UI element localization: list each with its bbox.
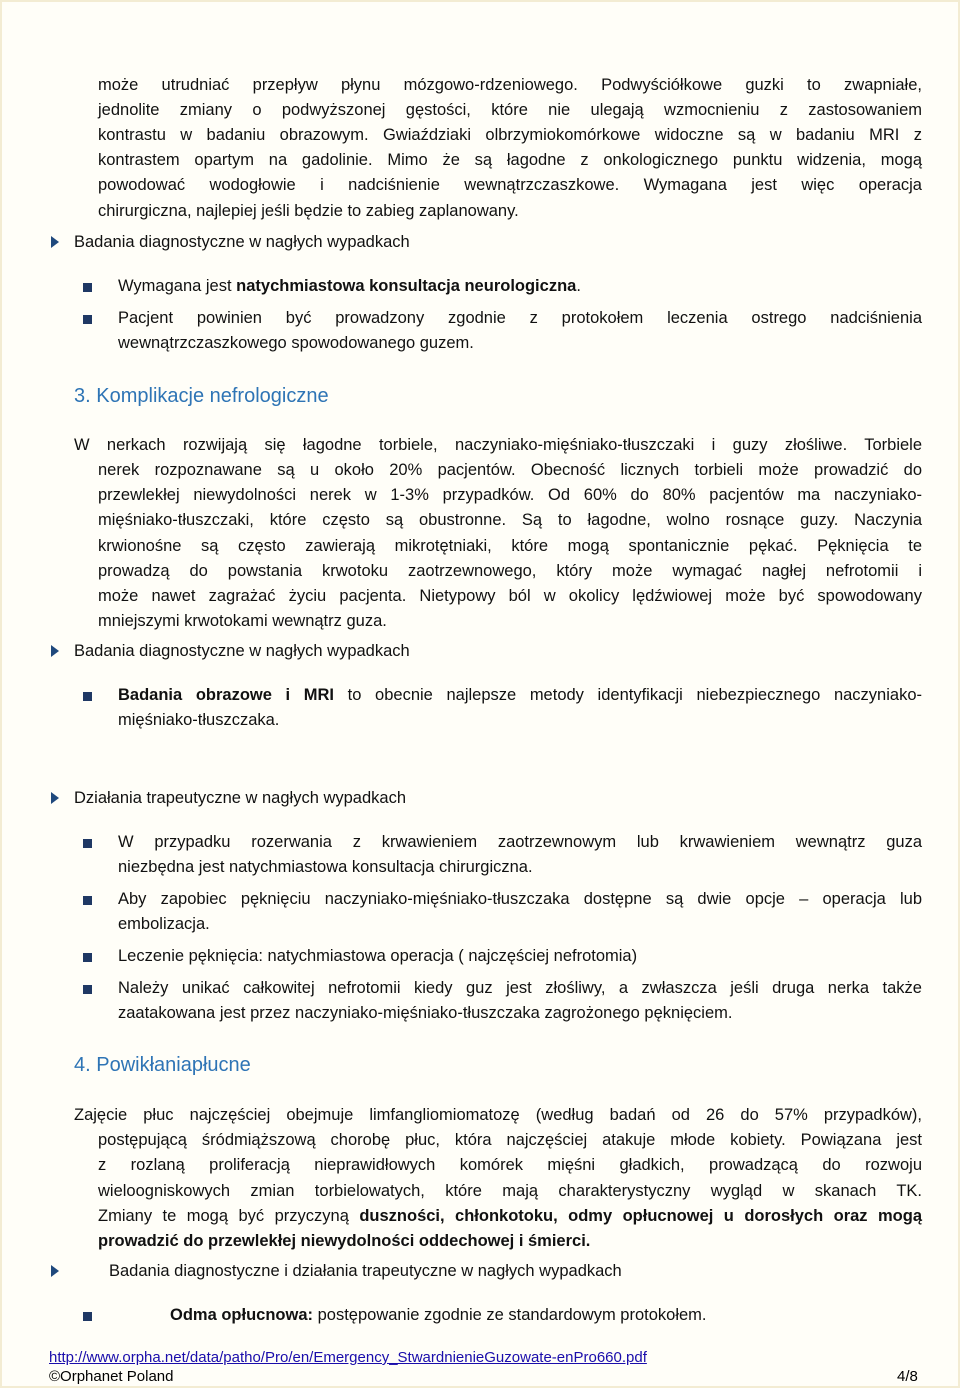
section-4-title (74, 1052, 251, 1078)
s4-line-1: Zajęcie płuc najczęściej obejmuje limfangliomiomatozę (według badań od 26 do 57% przypadków), (74, 1106, 922, 1124)
intro-line-1: może utrudniać przepływ płynu mózgowo-rdzeniowego. Podwyściółkowe guzki to zwapniałe, (98, 76, 922, 94)
square-bullet-icon (83, 315, 92, 324)
therapy-bullet-1-line-2: niezbędna jest natychmiastowa konsultacja chirurgiczna. (118, 858, 533, 876)
intro-line-5: powodować wodogłowie i nadciśnienie wewnątrzczaszkowe. Wymagana jest więc operacja (98, 176, 922, 194)
source-link[interactable]: http://www.orpha.net/data/patho/Pro/en/Emergency_StwardnienieGuzowate-enPro660.pdf (49, 1349, 647, 1366)
triangle-bullet-icon (51, 236, 59, 248)
section-title-text: Powikłaniapłucne (96, 1054, 251, 1076)
therapy-bullet-2-line-2: embolizacja. (118, 915, 210, 933)
bullet-protocol-line-2: wewnątrzczaszkowego spowodowanego guzem. (118, 334, 474, 352)
section-heading-diag-therapy: Badania diagnostyczne i działania trapeutyczne w nagłych wypadkach (109, 1262, 622, 1280)
square-bullet-icon (83, 1312, 92, 1321)
s3-line-3: przewlekłej niewydolności nerek w 1-3% przypadków. Od 60% do 80% pacjentów ma naczyniako- (98, 486, 922, 504)
bullet-protocol-line-1: Pacjent powinien być prowadzony zgodnie z protokołem leczenia ostrego nadciśnienia (118, 309, 922, 327)
therapy-bullet-4-line-2: zaatakowana jest przez naczyniako-mięśniako-tłuszczaka zagrożonego pęknięciem. (118, 1004, 733, 1022)
s3-line-8: mniejszymi krwotokami wewnątrz guza. (98, 612, 387, 630)
s3-line-6: prowadzą do powstania krwotoku zaotrzewnowego, który może wymagać nagłej nefrotomii i (98, 562, 922, 580)
s4-line-3: z rozlaną proliferacją nieprawidłowych komórek mięśni gładkich, prowadzącą do rozwoju (98, 1156, 922, 1174)
bullet-imaging-line-1: Badania obrazowe i MRI to obecnie najlepsze metody identyfikacji niebezpiecznego naczyniako- (118, 686, 922, 704)
intro-line-4: kontrastem opartym na gadolinie. Mimo że są łagodne z onkologicznego punktu widzenia, mogą (98, 151, 922, 169)
s3-line-5: krwionośne są często zawierają mikrotętniaki, które mogą spontanicznie pękać. Pęknięcia te (98, 537, 922, 555)
intro-line-3: kontrastu w badaniu obrazowym. Gwiaździaki olbrzymiokomórkowe widoczne są w badaniu MRI z (98, 126, 922, 144)
square-bullet-icon (83, 896, 92, 905)
therapy-bullet-4-line-1: Należy unikać całkowitej nefrotomii kiedy guz jest złośliwy, a zwłaszcza jeśli druga nerka także (118, 979, 922, 997)
section-heading-therapy: Działania trapeutyczne w nagłych wypadkach (74, 789, 407, 807)
s4-line-6: prowadzić do przewlekłej niewydolności oddechowej i śmierci. (98, 1232, 591, 1250)
s3-line-2: nerek rozpoznawane są u około 20% pacjentów. Obecność licznych torbieli może prowadzić do (98, 461, 922, 479)
section-number: 4. (74, 1054, 91, 1076)
square-bullet-icon (83, 839, 92, 848)
section-number: 3. (74, 385, 91, 407)
section-title-text: Komplikacje nefrologiczne (96, 385, 329, 407)
triangle-bullet-icon (51, 645, 59, 657)
page-number: 4/8 (897, 1368, 918, 1385)
s3-line-1: W nerkach rozwijają się łagodne torbiele, naczyniako-mięśniako-tłuszczaki i guzy złośliwe. Torbiele (74, 436, 922, 454)
s3-line-4: mięśniako-tłuszczaki, które często są obustronne. Są to łagodne, wolno rosnące guzy. Naczynia (98, 511, 922, 529)
bullet-pneumothorax: Odma opłucnowa: postępowanie zgodnie ze standardowym protokołem. (170, 1306, 707, 1324)
intro-line-2: jednolite zmiany o podwyższonej gęstości, które nie ulegają wzmocnieniu z zastosowaniem (98, 101, 922, 119)
section-heading-diagnostics-2: Badania diagnostyczne w nagłych wypadkach (74, 642, 410, 660)
square-bullet-icon (83, 283, 92, 292)
therapy-bullet-3: Leczenie pęknięcia: natychmiastowa operacja ( najczęściej nefrotomia) (118, 947, 638, 965)
triangle-bullet-icon (51, 1265, 59, 1277)
bullet-imaging-line-2: mięśniako-tłuszczaka. (118, 711, 280, 729)
s4-line-2: postępującą śródmiąższową chorobę płuc, która najczęściej atakuje młode kobiety. Powiązana jest (98, 1131, 922, 1149)
square-bullet-icon (83, 985, 92, 994)
therapy-bullet-2-line-1: Aby zapobiec pęknięciu naczyniako-mięśniako-tłuszczaka dostępne są dwie opcje – operacja lub (118, 890, 922, 908)
section-3-title (74, 383, 329, 409)
s4-line-5: Zmiany te mogą być przyczyną duszności, chłonkotoku, odmy opłucnowej u dorosłych oraz mogą (98, 1207, 923, 1225)
s3-line-7: może nawet zagrażać życiu pacjenta. Nietypowy ból w okolicy lędźwiowej może być spowodowany (98, 587, 922, 605)
s4-line-4: wieloogniskowych zmian torbielowatych, które mają charakterystyczny wygląd w skanach TK. (98, 1182, 922, 1200)
triangle-bullet-icon (51, 792, 59, 804)
square-bullet-icon (83, 953, 92, 962)
therapy-bullet-1-line-1: W przypadku rozerwania z krwawieniem zaotrzewnowym lub krwawieniem wewnątrz guza (118, 833, 922, 851)
square-bullet-icon (83, 692, 92, 701)
section-heading-diagnostics: Badania diagnostyczne w nagłych wypadkach (74, 233, 410, 251)
copyright-text: ©Orphanet Poland (49, 1368, 174, 1385)
intro-line-6: chirurgiczna, najlepiej jeśli będzie to zabieg zaplanowany. (98, 202, 519, 220)
bullet-neuro-consult: Wymagana jest natychmiastowa konsultacja neurologiczna. (118, 277, 581, 295)
